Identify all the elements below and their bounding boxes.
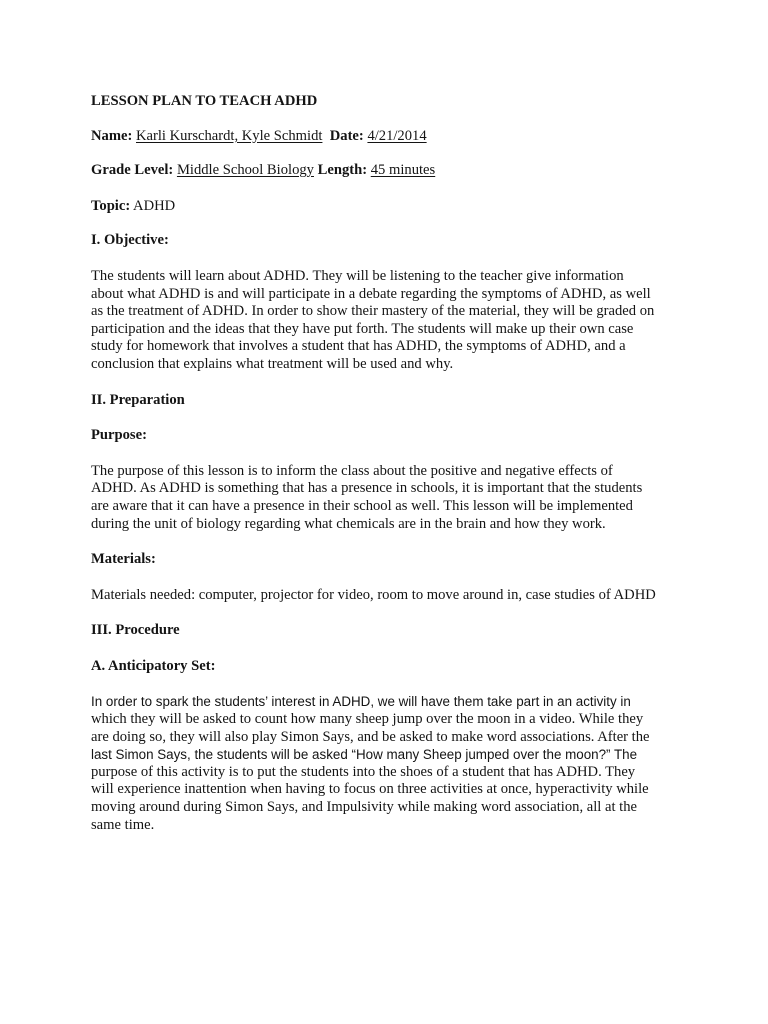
anticipatory-line: will experience inattention when having to focus on three activities at once, hyperactivity while — [91, 781, 649, 798]
anticipatory-line: purpose of this activity is to put the students into the shoes of a student that has ADHD. They — [91, 763, 636, 780]
name-label: Name: — [91, 127, 133, 144]
objective-heading: I. Objective: — [91, 232, 169, 249]
objective-line: study for homework that involves a student that has ADHD, the symptoms of ADHD, and a — [91, 338, 626, 355]
purpose-line: The purpose of this lesson is to inform the class about the positive and negative effects of — [91, 462, 613, 479]
purpose-paragraph — [91, 463, 681, 533]
name-date-line — [91, 128, 681, 146]
anticipatory-line: which they will be asked to count how many sheep jump over the moon in a video. While they — [91, 711, 644, 728]
name-value: Karli Kurschardt, Kyle Schmidt — [136, 127, 323, 144]
anticipatory-line: In order to spark the students’ interest in ADHD, we will have them take part in an activity in — [91, 694, 631, 710]
objective-line: participation and the ideas that they have put forth. The students will make up their own case — [91, 320, 634, 337]
purpose-line: are aware that it can have a presence in their school as well. This lesson will be implemented — [91, 497, 633, 514]
date-value: 4/21/2014 — [367, 127, 427, 144]
materials-heading: Materials: — [91, 551, 156, 568]
document-title: LESSON PLAN TO TEACH ADHD — [91, 93, 318, 109]
anticipatory-line: are doing so, they will also play Simon Says, and be asked to make word associations. After the — [91, 728, 650, 745]
anticipatory-line: last Simon Says, the students will be asked “How many Sheep jumped over the moon?” The — [91, 747, 638, 763]
length-label: Length: — [317, 162, 368, 179]
document-content — [91, 93, 681, 834]
date-label: Date: — [329, 127, 364, 144]
anticipatory-line: moving around during Simon Says, and Impulsivity while making word association, all at the — [91, 799, 637, 816]
grade-level-value: Middle School Biology — [176, 162, 314, 179]
purpose-heading: Purpose: — [91, 427, 147, 444]
purpose-line: ADHD. As ADHD is something that has a presence in schools, it is important that the students — [91, 480, 643, 497]
length-value: 45 minutes — [370, 162, 436, 179]
objective-line: about what ADHD is and will participate in a debate regarding the symptoms of ADHD, as well — [91, 285, 651, 302]
preparation-heading: II. Preparation — [91, 391, 185, 408]
objective-paragraph — [91, 268, 681, 374]
anticipatory-set-paragraph — [91, 693, 681, 834]
purpose-line: during the unit of biology regarding what chemicals are in the brain and how they work. — [91, 515, 606, 532]
materials-paragraph — [91, 587, 681, 605]
procedure-heading: III. Procedure — [91, 622, 180, 639]
materials-text: Materials needed: computer, projector for video, room to move around in, case studies of ADHD — [91, 586, 656, 603]
topic-label: Topic: — [91, 197, 131, 214]
topic-value: ADHD — [133, 197, 176, 214]
grade-length-line — [91, 162, 681, 180]
topic-line — [91, 198, 681, 216]
objective-line: as the treatment of ADHD. In order to show their mastery of the material, they will be graded on — [91, 303, 655, 320]
objective-line: The students will learn about ADHD. They will be listening to the teacher give information — [91, 267, 624, 284]
grade-level-label: Grade Level: — [91, 162, 174, 179]
anticipatory-set-heading: A. Anticipatory Set: — [91, 657, 216, 674]
objective-line: conclusion that explains what treatment will be used and why. — [91, 355, 454, 372]
anticipatory-line: same time. — [91, 816, 155, 833]
